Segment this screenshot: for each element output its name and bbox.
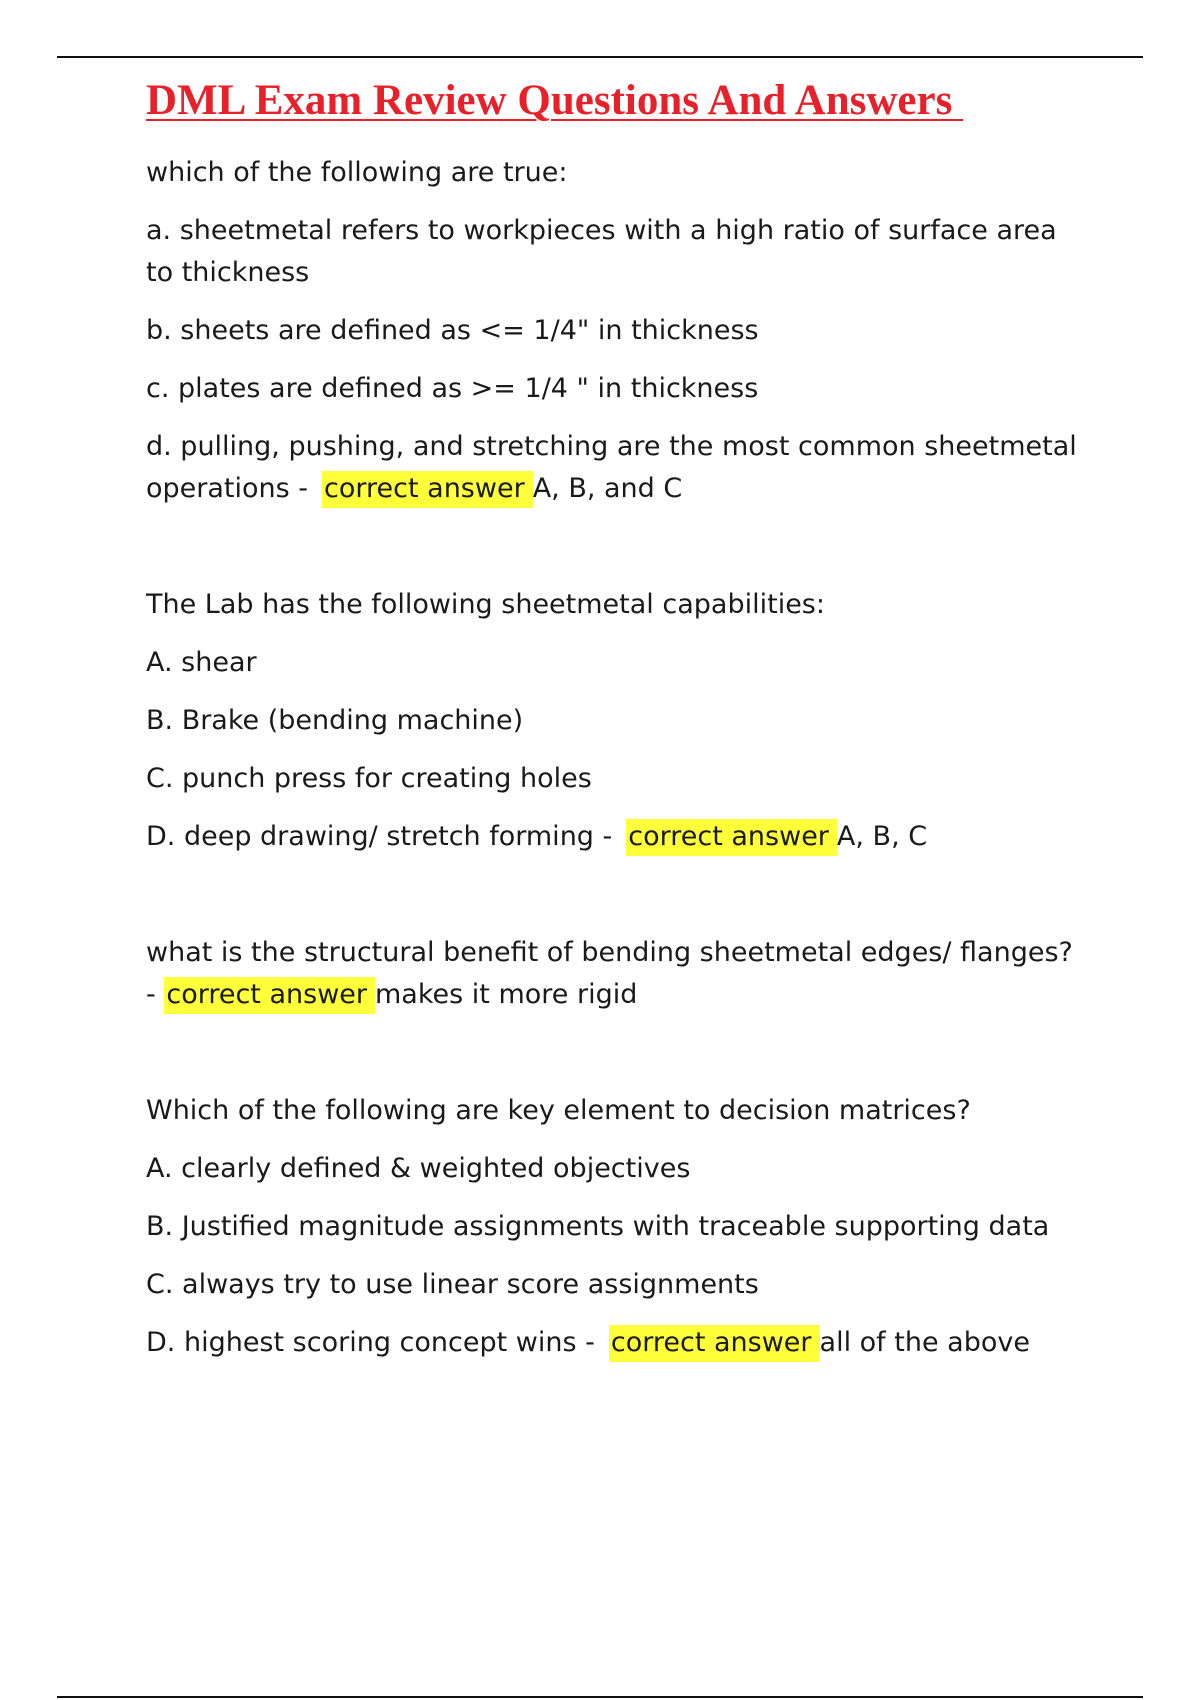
question-prompt: Which of the following are key element to decision matrices? — [146, 1095, 971, 1126]
answer-text: A, B, C — [836, 821, 928, 852]
option-line: A. clearly defined & weighted objectives — [146, 1153, 691, 1184]
answer-line — [146, 1322, 1086, 1364]
option-line: C. always try to use linear score assignments — [146, 1269, 759, 1300]
correct-answer-highlight: correct answer — [164, 977, 375, 1014]
section-gap — [146, 1032, 1086, 1090]
final-option-text: D. deep drawing/ stretch forming - — [146, 821, 613, 852]
correct-answer-highlight: correct answer — [626, 819, 837, 856]
answer-line — [146, 426, 1086, 510]
question-prompt: which of the following are true: — [146, 157, 568, 188]
option-line: b. sheets are defined as <= 1/4" in thickness — [146, 315, 759, 346]
option-line: A. shear — [146, 647, 257, 678]
header-rule — [57, 56, 1143, 58]
question-prompt: The Lab has the following sheetmetal capabilities: — [146, 589, 825, 620]
footer-rule — [57, 1696, 1143, 1698]
document-body — [146, 152, 1086, 1380]
option-line: C. punch press for creating holes — [146, 763, 592, 794]
question-text: what is the structural benefit of bending sheetmetal edges/ flanges? - — [146, 937, 1073, 1010]
page-title: DML Exam Review Questions And Answers — [146, 77, 964, 124]
correct-answer-highlight: correct answer — [609, 1325, 820, 1362]
answer-line — [146, 816, 1086, 858]
option-line: B. Brake (bending machine) — [146, 705, 524, 736]
option-line: a. sheetmetal refers to workpieces with a high ratio of surface area to thickness — [146, 215, 1057, 288]
answer-line — [146, 932, 1086, 1016]
option-line: c. plates are defined as >= 1/4 " in thickness — [146, 373, 759, 404]
question-block — [146, 932, 1086, 1016]
question-block — [146, 1090, 1086, 1364]
section-gap — [146, 874, 1086, 932]
option-line: B. Justified magnitude assignments with traceable supporting data — [146, 1211, 1050, 1242]
section-gap — [146, 526, 1086, 584]
answer-text: all of the above — [819, 1327, 1030, 1358]
question-block — [146, 152, 1086, 510]
question-block — [146, 584, 1086, 858]
final-option-text: d. pulling, pushing, and stretching are the most common sheetmetal operations - — [146, 431, 1077, 504]
correct-answer-highlight: correct answer — [322, 471, 533, 508]
answer-text: makes it more rigid — [375, 979, 638, 1010]
final-option-text: D. highest scoring concept wins - — [146, 1327, 595, 1358]
answer-text: A, B, and C — [532, 473, 683, 504]
